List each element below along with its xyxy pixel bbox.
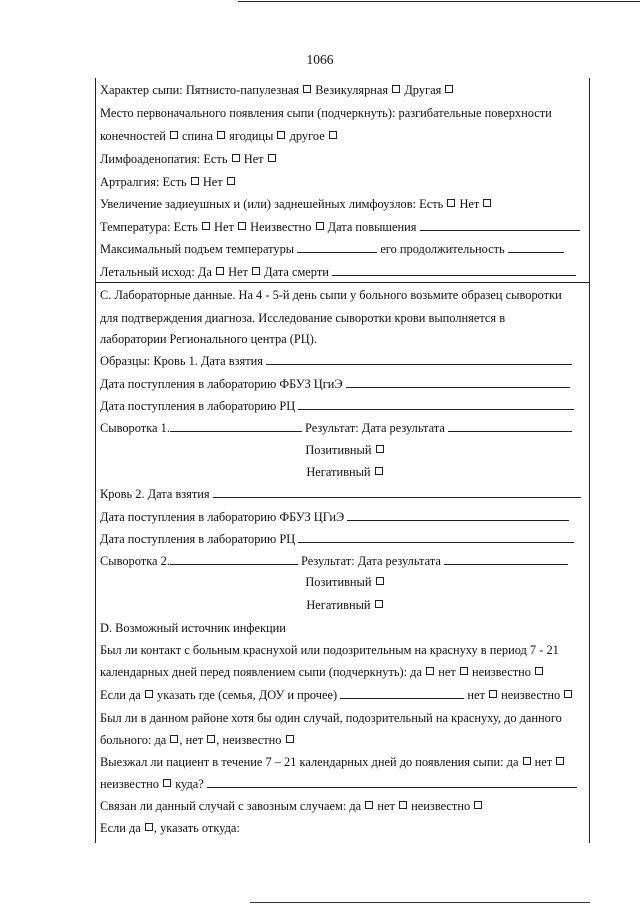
rash-other-checkbox[interactable] — [445, 85, 453, 93]
receipt-rc1-row — [100, 398, 585, 414]
scan-top-edge — [238, 1, 640, 2]
lethal-row — [100, 264, 585, 280]
nodes-label: Увеличение задиеушных и (или) заднешейных лимфоузлов: — [100, 197, 417, 211]
imported-row — [100, 798, 585, 814]
nodes-no-label: Нет — [459, 197, 480, 211]
nodes-no-checkbox[interactable] — [483, 199, 491, 207]
page-number: 1066 — [306, 52, 334, 67]
arthralgia-label: Артралгия: — [100, 175, 160, 189]
case-line2-row: больного: да , нет , неизвестно — [100, 732, 585, 748]
lab-intro-line2: для подтверждения диагноза. Исследование сыворотки крови выполняется в — [100, 311, 506, 325]
receipt-rc2-field[interactable] — [298, 531, 574, 543]
lymph-no-checkbox[interactable] — [268, 154, 276, 162]
where-unknown-checkbox[interactable] — [564, 690, 572, 698]
serum1-field[interactable] — [170, 420, 302, 432]
where-if-yes-label: Если да — [100, 688, 141, 702]
site-back-checkbox[interactable] — [217, 131, 225, 139]
contact-no-label: нет — [438, 665, 456, 679]
contact-unknown-checkbox[interactable] — [535, 667, 543, 675]
duration-field[interactable] — [508, 241, 564, 253]
travel-no-label: нет — [534, 755, 553, 769]
case-yes-checkbox[interactable] — [170, 735, 178, 743]
contact-line2-row — [100, 664, 585, 680]
source-heading: D. Возможный источник инфекции — [100, 621, 286, 635]
site-other-label: другое — [289, 129, 325, 143]
from-where-text: указать откуда: — [160, 821, 240, 835]
lab-intro-line3: лаборатории Регионального центра (РЦ). — [100, 332, 317, 346]
travel-where-field[interactable] — [207, 776, 577, 788]
death-date-field[interactable] — [332, 264, 576, 276]
site-limbs-label: конечностей — [100, 129, 166, 143]
rash-site-line1: Место первоначального появления сыпи (подчеркнуть): разгибательные поверхности — [100, 106, 552, 120]
where-unknown-label: неизвестно — [501, 688, 561, 702]
site-other-checkbox[interactable] — [329, 131, 337, 139]
lymph-label: Лимфоаденопатия: — [100, 152, 201, 166]
serum1-negative-label: Негативный — [306, 465, 371, 479]
from-where-yes-checkbox[interactable] — [145, 823, 153, 831]
arthralgia-yes-checkbox[interactable] — [191, 177, 199, 185]
receipt-rc2-label: Дата поступления в лабораторию РЦ — [100, 532, 296, 546]
rash-vesicular-label: Везикулярная — [315, 83, 389, 97]
lymph-yes-label: Есть — [203, 152, 228, 166]
from-where-row: Если да , указать откуда: — [100, 821, 240, 835]
temperature-unknown-label: Неизвестно — [250, 220, 312, 234]
temperature-no-label: Нет — [214, 220, 234, 234]
contact-yes-checkbox[interactable] — [426, 667, 434, 675]
serum1-negative-row — [0, 464, 640, 480]
serum1-negative-checkbox[interactable] — [375, 467, 383, 475]
where-text: указать где (семья, ДОУ и прочее) — [157, 688, 338, 702]
serum1-row — [100, 420, 585, 436]
serum2-field[interactable] — [170, 553, 298, 565]
temperature-yes-checkbox[interactable] — [202, 222, 210, 230]
blood1-date-field[interactable] — [266, 353, 572, 365]
site-buttocks-checkbox[interactable] — [277, 131, 285, 139]
travel-no-checkbox[interactable] — [556, 757, 564, 765]
temperature-yes-label: Есть — [173, 220, 198, 234]
blood2-label: Кровь 2. Дата взятия — [100, 487, 210, 501]
case-no-label: нет — [185, 733, 204, 747]
travel-where-label: куда? — [175, 777, 204, 791]
rash-papular-label: Пятнисто-папулезная — [185, 83, 300, 97]
serum2-negative-checkbox[interactable] — [375, 600, 383, 608]
lethal-no-checkbox[interactable] — [252, 267, 260, 275]
arthralgia-no-label: Нет — [202, 175, 223, 189]
blood1-label: Образцы: Кровь 1. Дата взятия — [100, 354, 263, 368]
travel-yes-checkbox[interactable] — [523, 757, 531, 765]
travel-where-row — [100, 776, 585, 792]
serum1-positive-checkbox[interactable] — [376, 445, 384, 453]
receipt-fbuz2-row — [100, 509, 585, 525]
serum1-label: Сыворотка 1. — [100, 421, 170, 435]
temperature-label: Температура: — [100, 220, 171, 234]
receipt-rc1-field[interactable] — [298, 398, 574, 410]
receipt-fbuz1-row — [100, 376, 585, 392]
serum1-result-field[interactable] — [448, 420, 572, 432]
contact-unknown-label: неизвестно — [471, 665, 531, 679]
serum2-negative-row — [0, 597, 640, 613]
lethal-yes-label: Да — [197, 265, 212, 279]
serum2-negative-label: Негативный — [306, 598, 371, 612]
receipt-fbuz2-field[interactable] — [347, 509, 569, 521]
site-back-label: спина — [182, 129, 213, 143]
rash-vesicular-checkbox[interactable] — [392, 85, 400, 93]
receipt-rc2-row — [100, 531, 585, 547]
where-no-checkbox[interactable] — [489, 690, 497, 698]
rash-other-label: Другая — [404, 83, 442, 97]
rash-site-row — [100, 128, 585, 144]
travel-row — [100, 754, 585, 770]
blood2-row — [100, 486, 585, 502]
arthralgia-row — [100, 174, 585, 190]
death-date-label: Дата смерти — [264, 265, 329, 279]
imported-unknown-checkbox[interactable] — [474, 801, 482, 809]
rash-papular-checkbox[interactable] — [303, 85, 311, 93]
max-temp-label: Максимальный подъем температуры — [100, 242, 295, 256]
temperature-no-checkbox[interactable] — [238, 222, 246, 230]
arthralgia-yes-label: Есть — [162, 175, 187, 189]
temperature-row — [100, 219, 585, 235]
case-line1: Был ли в данном районе хотя бы один случай, подозрительный на краснуху, до данного — [100, 711, 562, 725]
scan-bottom-edge — [250, 902, 590, 903]
travel-unknown-checkbox[interactable] — [163, 779, 171, 787]
lymph-yes-checkbox[interactable] — [232, 154, 240, 162]
where-no-label: нет — [467, 688, 485, 702]
where-field[interactable] — [340, 687, 464, 699]
receipt-fbuz2-label: Дата поступления в лабораторию ФБУЗ ЦГиЭ — [100, 510, 345, 524]
imported-no-label: нет — [377, 799, 395, 813]
receipt-rc1-label: Дата поступления в лабораторию РЦ — [100, 399, 296, 413]
serum2-row — [100, 553, 585, 569]
serum1-result-label: Результат: Дата результата — [305, 421, 445, 435]
contact-line1: Был ли контакт с больным краснухой или подозрительным на краснуху в период 7 - 21 — [100, 643, 559, 657]
serum2-result-field[interactable] — [444, 553, 568, 565]
imported-label: Связан ли данный случай с завозным случаем: да — [100, 799, 362, 813]
travel-unknown-label: неизвестно — [100, 777, 159, 791]
lethal-label: Летальный исход: — [100, 265, 195, 279]
rash-character-row — [100, 82, 585, 98]
max-temp-row — [100, 241, 585, 257]
nodes-yes-label: Есть — [419, 197, 444, 211]
from-where-if-yes-label: Если да — [100, 821, 141, 835]
site-buttocks-label: ягодицы — [229, 129, 274, 143]
case-no-checkbox[interactable] — [207, 735, 215, 743]
contact-line2-text: календарных дней перед появлением сыпи (подчеркнуть): да — [100, 665, 422, 679]
serum1-positive-row — [0, 442, 640, 458]
imported-unknown-label: неизвестно — [411, 799, 471, 813]
lethal-no-label: Нет — [228, 265, 248, 279]
case-unknown-checkbox[interactable] — [286, 735, 294, 743]
serum2-result-label: Результат: Дата результата — [301, 554, 441, 568]
nodes-row — [100, 196, 585, 212]
lethal-yes-checkbox[interactable] — [216, 267, 224, 275]
lymph-row — [100, 151, 585, 167]
imported-yes-checkbox[interactable] — [365, 801, 373, 809]
temperature-date-label: Дата повышения — [327, 220, 417, 234]
serum2-positive-row — [0, 574, 640, 590]
serum2-positive-label: Позитивный — [305, 575, 372, 589]
imported-no-checkbox[interactable] — [399, 801, 407, 809]
max-temp-field[interactable] — [297, 241, 377, 253]
receipt-fbuz1-label: Дата поступления в лабораторию ФБУЗ ЦгиЭ — [100, 377, 343, 391]
duration-label: его продолжительность — [380, 242, 505, 256]
blood2-date-field[interactable] — [213, 486, 581, 498]
blood1-row — [100, 353, 585, 369]
receipt-fbuz1-field[interactable] — [346, 376, 570, 388]
serum2-label: Сыворотка 2. — [100, 554, 170, 568]
rash-character-label: Характер сыпи: — [100, 83, 183, 97]
serum2-positive-checkbox[interactable] — [376, 577, 384, 585]
lymph-no-label: Нет — [243, 152, 264, 166]
travel-line1: Выезжал ли пациент в течение 7 – 21 календарных дней до появления сыпи: да — [100, 755, 519, 769]
contact-no-checkbox[interactable] — [460, 667, 468, 675]
where-row — [100, 687, 585, 703]
site-limbs-checkbox[interactable] — [170, 131, 178, 139]
lab-intro-line1: С. Лабораторные данные. На 4 - 5-й день сыпи у больного возьмите образец сыворотки — [100, 288, 562, 302]
temperature-date-field[interactable] — [420, 219, 580, 231]
temperature-unknown-checkbox[interactable] — [316, 222, 324, 230]
case-unknown-label: неизвестно — [222, 733, 282, 747]
serum1-positive-label: Позитивный — [305, 443, 372, 457]
arthralgia-no-checkbox[interactable] — [227, 177, 235, 185]
nodes-yes-checkbox[interactable] — [447, 199, 455, 207]
case-yes-label: больного: да — [100, 733, 167, 747]
where-yes-checkbox[interactable] — [145, 690, 153, 698]
